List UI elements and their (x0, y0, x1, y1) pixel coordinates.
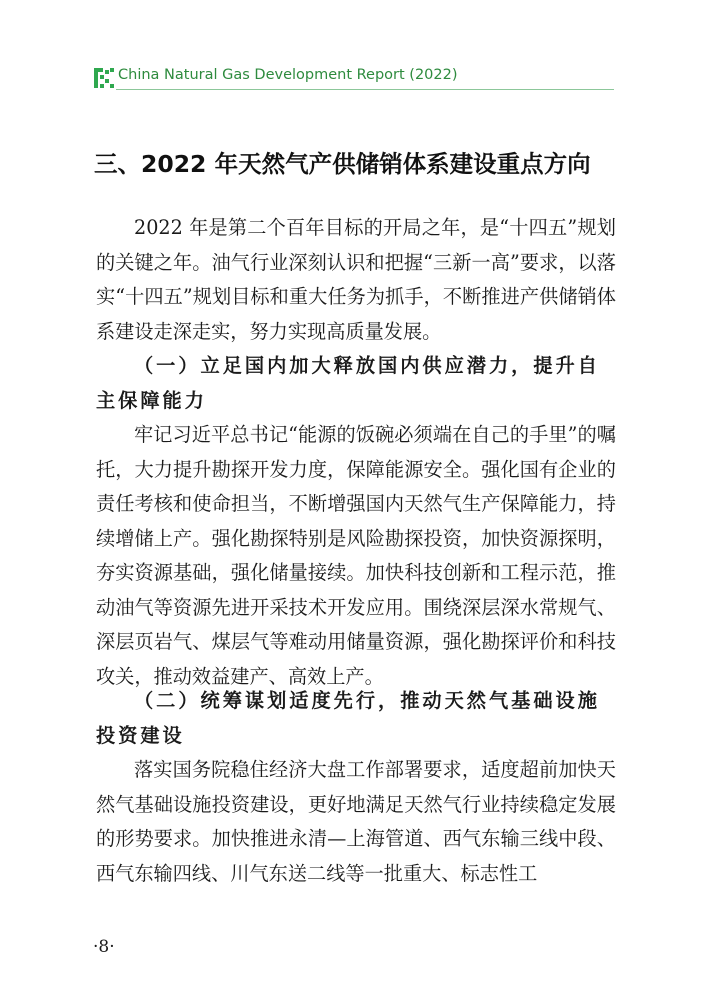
report-logo-icon (94, 68, 114, 88)
subheading-1: （一）立足国内加大释放国内供应潜力，提升自主保障能力 (96, 354, 600, 412)
section-title: 三、2022 年天然气产供储销体系建设重点方向 (94, 150, 591, 178)
header-title: China Natural Gas Development Report (2022) (118, 67, 458, 83)
subheading-2: （二）统筹谋划适度先行，推动天然气基础设施投资建设 (96, 689, 600, 747)
body-paragraph-1: 牢记习近平总书记“能源的饭碗必须端在自己的手里”的嘱托，大力提升勘探开发力度，保障能源安全。强化国有企业的责任考核和使命担当，不断增强国内天然气生产保障能力，持续增储上产。强化勘探特别是风险勘探投资，加快资源探明，夯实资源基础，强化储量接续。加快科技创新和工程示范，推动油气等资源先进开采技术开发应用。围绕深层深水常规气、深层页岩气、煤层气等难动用储量资源，强化勘探评价和科技攻关，推动效益建产、高效上产。 (96, 423, 616, 688)
page-number: ·8· (93, 937, 115, 957)
body-paragraph-2: 落实国务院稳住经济大盘工作部署要求，适度超前加快天然气基础设施投资建设，更好地满足天然气行业持续稳定发展的形势要求。加快推进永清—上海管道、西气东输三线中段、西气东输四线、川气东送二线等一批重大、标志性工 (96, 758, 616, 885)
intro-paragraph: 2022 年是第二个百年目标的开局之年，是“十四五”规划的关键之年。油气行业深刻认识和把握“三新一高”要求，以落实“十四五”规划目标和重大任务为抓手，不断推进产供储销体系建设走深走实，努力实现高质量发展。 (96, 216, 616, 343)
running-header (94, 64, 614, 90)
header-rule (116, 89, 614, 90)
